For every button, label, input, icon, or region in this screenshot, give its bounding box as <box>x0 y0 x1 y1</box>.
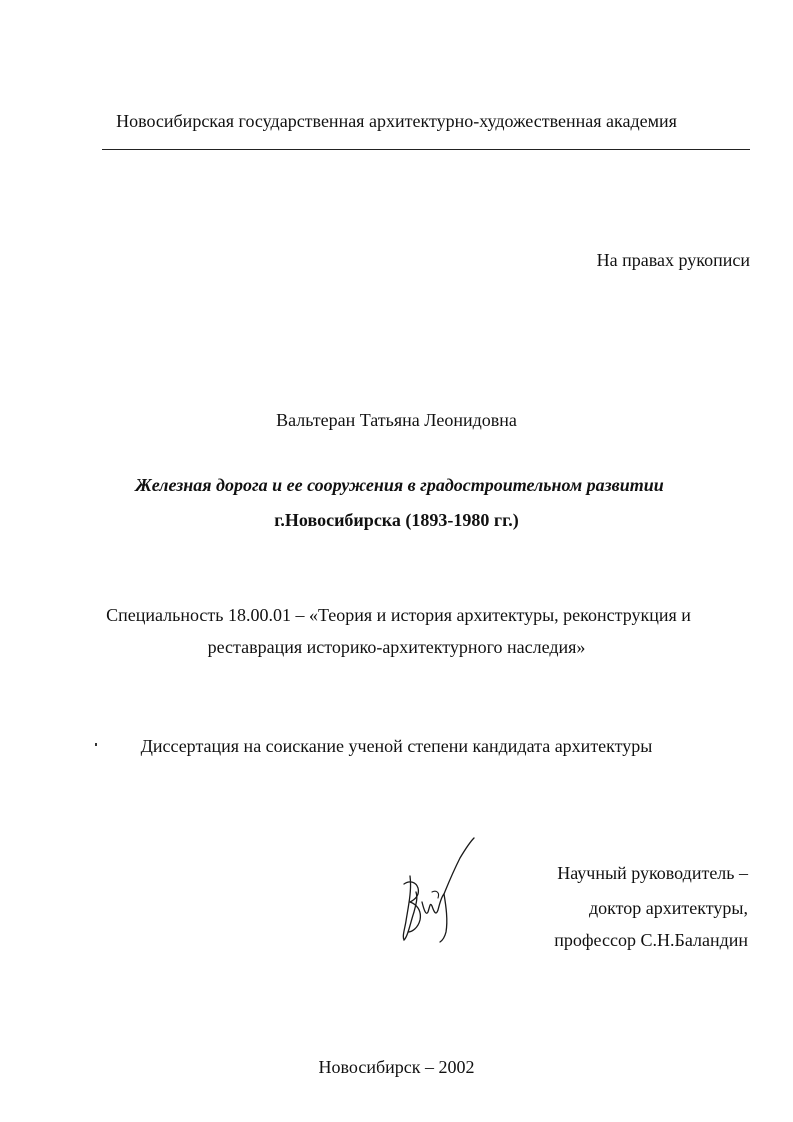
title-line-1: Железная дорога и ее сооружения в градостроительном развитии <box>135 475 664 495</box>
place-and-year: Новосибирск – 2002 <box>318 1057 475 1077</box>
header-divider <box>102 149 750 150</box>
signature-icon <box>396 836 480 946</box>
scan-speck <box>95 743 97 746</box>
supervisor-role: Научный руководитель – <box>557 863 748 883</box>
author-name: Вальтеран Татьяна Леонидовна <box>276 410 517 430</box>
specialty-line-2: реставрация историко-архитектурного наследия» <box>207 637 586 657</box>
manuscript-note: На правах рукописи <box>596 250 750 270</box>
supervisor-name: профессор С.Н.Баландин <box>554 930 748 950</box>
institution-name: Новосибирская государственная архитектурно-художественная академия <box>116 111 677 131</box>
specialty-line-1: Специальность 18.00.01 – «Теория и история архитектуры, реконструкция и <box>106 605 691 625</box>
title-line-2: г.Новосибирска (1893-1980 гг.) <box>274 510 519 530</box>
dissertation-statement: Диссертация на соискание ученой степени кандидата архитектуры <box>140 736 653 756</box>
supervisor-degree: доктор архитектуры, <box>588 898 748 918</box>
